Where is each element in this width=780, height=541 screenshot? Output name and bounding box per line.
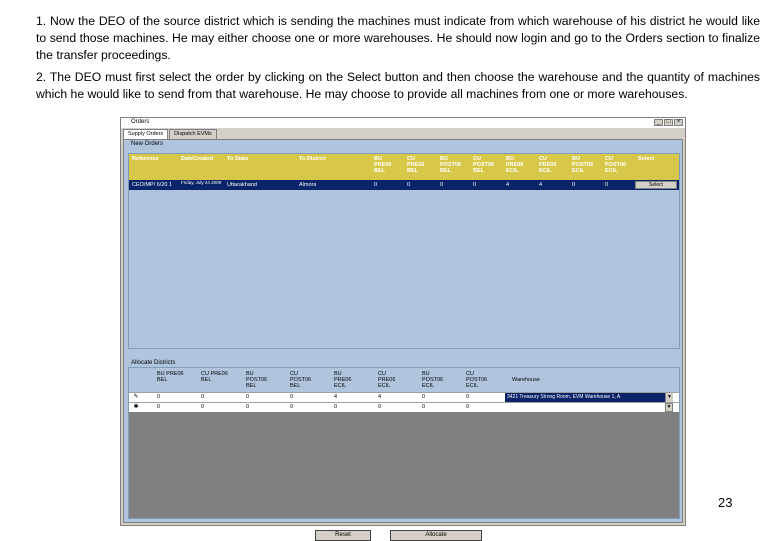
new-orders-group-title: New Orders: [131, 141, 164, 147]
tab-strip: [123, 129, 218, 139]
chevron-down-icon[interactable]: ▼: [666, 404, 672, 410]
cell-bu-pre06-bel: 0: [374, 182, 378, 188]
new-orders-grid: [128, 153, 680, 349]
col-to-state[interactable]: To State: [227, 156, 249, 162]
allocate-districts-group-title: Allocate Districts: [131, 360, 176, 366]
col-cu-post06-bel[interactable]: CU POST06 BEL: [290, 371, 312, 389]
tab-supply-orders[interactable]: Supply Orders: [123, 129, 168, 139]
cell-cu-pre06-bel[interactable]: 0: [201, 404, 205, 410]
table-row[interactable]: [129, 392, 679, 402]
cell-cu-pre06-bel[interactable]: 0: [201, 394, 205, 400]
select-order-button[interactable]: Select: [635, 181, 677, 189]
col-bu-pre06-ecil[interactable]: BU PRE06 ECIL: [334, 371, 352, 389]
cell-bu-post06-ecil: 0: [572, 182, 576, 188]
cell-bu-post06-bel[interactable]: 0: [246, 404, 250, 410]
cell-bu-post06-ecil[interactable]: 0: [422, 394, 426, 400]
allocate-button[interactable]: Allocate: [390, 530, 482, 541]
cell-bu-pre06-ecil: 4: [506, 182, 510, 188]
col-to-district[interactable]: To District: [299, 156, 326, 162]
col-bu-pre06-bel[interactable]: BU PRE06 BEL: [374, 156, 392, 174]
warehouse-select-value: 3421 Treasury Strong Room, EVM Warehouse 1, A: [507, 394, 621, 400]
window-titlebar: [121, 118, 685, 129]
cell-cu-pre06-bel: 0: [407, 182, 411, 188]
cell-cu-post06-bel: 0: [473, 182, 477, 188]
cell-cu-post06-ecil[interactable]: 0: [466, 394, 470, 400]
col-cu-post06-ecil[interactable]: CU POST06 ECIL: [466, 371, 488, 389]
col-reference[interactable]: Reference: [132, 156, 159, 162]
col-bu-pre06-bel[interactable]: BU PRE06 BEL: [157, 371, 184, 383]
allocate-header: [129, 368, 679, 392]
col-bu-post06-bel[interactable]: BU POST06 BEL: [246, 371, 268, 389]
col-cu-pre06-bel[interactable]: CU PRE06 BEL: [407, 156, 425, 174]
orders-panel: [123, 139, 683, 538]
chevron-down-icon[interactable]: ▼: [665, 393, 673, 402]
orders-window: [120, 117, 686, 538]
col-bu-post06-ecil[interactable]: BU POST06 ECIL: [422, 371, 444, 389]
maximize-icon[interactable]: □: [664, 119, 673, 126]
cell-bu-post06-ecil[interactable]: 0: [422, 404, 426, 410]
col-bu-post06-ecil[interactable]: BU POST06 ECIL: [572, 156, 594, 174]
cell-date-created: Friday, July 24 2009: [181, 180, 222, 185]
col-cu-post06-ecil[interactable]: CU POST06 ECIL: [605, 156, 627, 174]
cell-bu-pre06-ecil[interactable]: 0: [334, 404, 338, 410]
instruction-step-1: 1. Now the DEO of the source district which is sending the machines must indicate from which warehouse of his district he would like to send those machines. He may either choose one or more warehouses. He should now login and go to the Orders section to finalize the transfer proceedings.: [36, 14, 760, 62]
col-cu-pre06-ecil[interactable]: CU PRE06 ECIL: [378, 371, 396, 389]
tab-dispatch-evms[interactable]: Dispatch EVMs: [169, 129, 217, 139]
reset-button[interactable]: Reset: [315, 530, 371, 541]
cell-cu-pre06-ecil[interactable]: 4: [378, 394, 382, 400]
col-cu-pre06-bel[interactable]: CU PRE06 BEL: [201, 371, 228, 383]
cell-cu-pre06-ecil: 4: [539, 182, 543, 188]
cell-cu-pre06-ecil[interactable]: 0: [378, 404, 382, 410]
col-cu-pre06-ecil[interactable]: CU PRE06 ECIL: [539, 156, 557, 174]
minimize-icon[interactable]: _: [654, 119, 663, 126]
allocate-grid: [128, 367, 680, 519]
cell-bu-pre06-bel[interactable]: 0: [157, 404, 161, 410]
cell-cu-post06-bel[interactable]: 0: [290, 404, 294, 410]
page-number: 23: [718, 495, 733, 510]
col-cu-post06-bel[interactable]: CU POST06 BEL: [473, 156, 495, 174]
edit-row-icon: ✎: [133, 394, 139, 400]
col-bu-pre06-ecil[interactable]: BU PRE06 ECIL: [506, 156, 524, 174]
cell-bu-pre06-bel[interactable]: 0: [157, 394, 161, 400]
cell-cu-post06-ecil: 0: [605, 182, 609, 188]
table-row[interactable]: [129, 402, 679, 412]
cell-to-state: Uttarakhand: [227, 182, 257, 188]
cell-bu-post06-bel: 0: [440, 182, 444, 188]
table-row[interactable]: [129, 180, 679, 190]
col-warehouse[interactable]: Warehouse: [512, 377, 540, 383]
cell-bu-pre06-ecil[interactable]: 4: [334, 394, 338, 400]
window-title: Orders: [131, 119, 150, 125]
cell-cu-post06-ecil[interactable]: 0: [466, 404, 470, 410]
new-orders-header: [129, 154, 679, 180]
new-row-icon: ✱: [133, 404, 139, 410]
instruction-step-2: 2. The DEO must first select the order by clicking on the Select button and then choose the warehouse and the quantity of machines which he would like to send from that warehouse. He may choose to provide all machines from one or more warehouses.: [36, 70, 760, 101]
cell-bu-post06-bel[interactable]: 0: [246, 394, 250, 400]
warehouse-select[interactable]: [505, 393, 673, 402]
col-select[interactable]: Select: [638, 156, 655, 162]
cell-cu-post06-bel[interactable]: 0: [290, 394, 294, 400]
col-date-created[interactable]: DateCreated: [181, 156, 214, 162]
close-icon[interactable]: ×: [674, 119, 683, 126]
cell-to-district: Almora: [299, 182, 317, 188]
col-bu-post06-bel[interactable]: BU POST06 BEL: [440, 156, 462, 174]
cell-reference: CEO/MP/ 6/20 1: [132, 182, 173, 188]
